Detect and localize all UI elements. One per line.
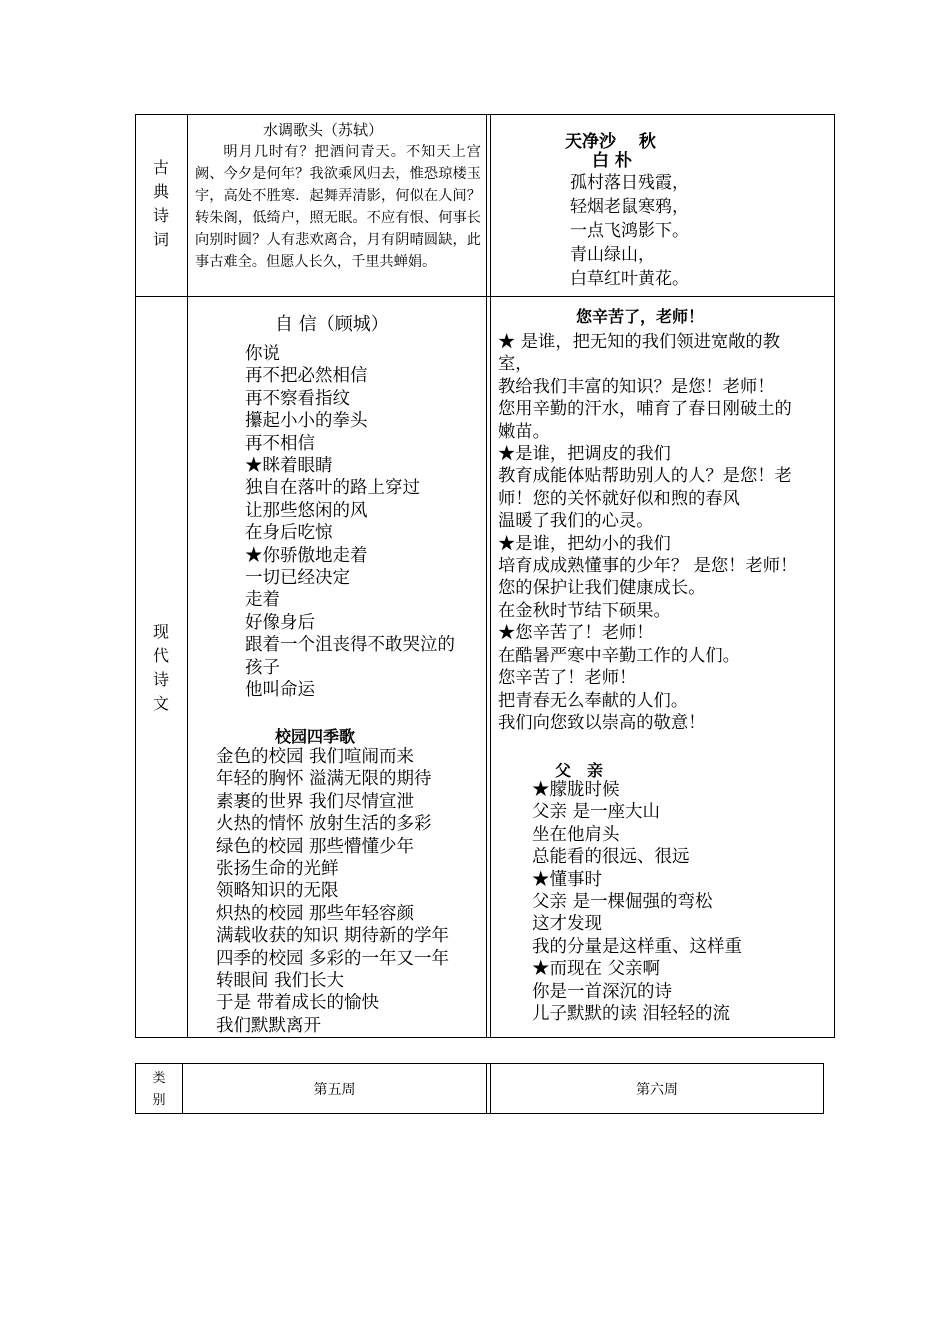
category-classical-poetry: 古 典 诗 词 xyxy=(152,158,169,249)
list-item: 火热的情怀 放射生活的多彩 xyxy=(216,814,432,835)
list-item: 好像身后 xyxy=(245,612,315,633)
list-item: 金色的校园 我们喧闹而来 xyxy=(216,747,415,767)
list-item: ★ 是谁，把无知的我们领进宽敞的教 xyxy=(498,332,780,352)
list-item: 把青春无么奉献的人们。 xyxy=(498,690,689,711)
poem-title-nin-xinku-le: 您辛苦了，老师！ xyxy=(576,307,705,326)
poem-lines-xiaoyuan-siji xyxy=(216,746,449,1037)
list-item: 绿色的校园 那些懵懂少年 xyxy=(216,836,415,857)
poem-title-xiaoyuan-siji: 校园四季歌 xyxy=(275,727,356,746)
poem-title-zixin: 自 信（顾城） xyxy=(275,314,389,335)
list-item: 他叫命运 xyxy=(245,680,315,701)
list-item: 走着 xyxy=(245,590,280,611)
poem-lines-zixin xyxy=(245,343,455,702)
poem-title-tianjingsha: 天净沙 秋 xyxy=(565,132,656,152)
list-item: ★眯着眼睛 xyxy=(245,456,333,477)
poem-lines-nin-xinku-le xyxy=(498,331,797,734)
list-item: 让那些悠闲的风 xyxy=(245,500,368,521)
list-item: 白草红叶黄花。 xyxy=(570,269,689,289)
list-item: ★你骄傲地走着 xyxy=(245,545,368,566)
list-item: 我们向您致以崇高的敬意！ xyxy=(498,712,706,733)
list-item: 领略知识的无限 xyxy=(216,881,339,902)
list-item: 素裹的世界 我们尽情宣泄 xyxy=(216,791,415,812)
list-item: 你说 xyxy=(245,344,280,364)
list-item: 培育成成熟懂事的少年？ 是您！老师！ xyxy=(498,556,798,577)
list-item: 张扬生命的光鲜 xyxy=(216,859,339,880)
list-item: 在酷暑严寒中辛勤工作的人们。 xyxy=(498,645,740,666)
list-item: 儿子默默的读 泪轻轻的流 xyxy=(532,1004,731,1025)
poem-author-baipu: 白 朴 xyxy=(592,151,632,171)
list-item: 这才发现 xyxy=(532,914,602,935)
list-item: 再不察看指纹 xyxy=(245,388,350,409)
list-item: 在金秋时节结下硕果。 xyxy=(498,600,671,621)
list-item: 于是 带着成长的愉快 xyxy=(216,993,380,1014)
list-item: 满载收获的知识 期待新的学年 xyxy=(216,926,450,947)
list-item: ★是谁，把调皮的我们 xyxy=(498,444,671,465)
list-item: ★懂事时 xyxy=(532,869,602,890)
list-item: 再不相信 xyxy=(245,433,315,454)
list-item: ★是谁，把幼小的我们 xyxy=(498,533,671,554)
list-item: 独自在落叶的路上穿过 xyxy=(245,478,420,499)
list-item: 青山绿山， xyxy=(570,245,655,265)
list-item: 父亲 是一座大山 xyxy=(532,802,661,823)
poem-lines-fuqin xyxy=(532,779,742,1025)
list-item: 室， xyxy=(498,354,533,375)
category-modern-poetry: 现 代 诗 文 xyxy=(152,622,169,713)
list-item: 一切已经决定 xyxy=(245,568,350,589)
list-item: 教给我们丰富的知识？是您！老师！ xyxy=(498,376,775,397)
poem-title-fuqin: 父 亲 xyxy=(555,761,604,780)
list-item: 四季的校园 多彩的一年又一年 xyxy=(216,948,450,969)
week-6-header: 第六周 xyxy=(636,1082,678,1098)
list-item: 孩子 xyxy=(245,657,280,678)
list-item: ★朦胧时候 xyxy=(532,780,620,800)
list-item: 坐在他肩头 xyxy=(532,824,620,845)
list-item: 年轻的胸怀 溢满无限的期待 xyxy=(216,769,432,790)
list-item: 我的分量是这样重、这样重 xyxy=(532,936,742,957)
category-label: 类 别 xyxy=(152,1071,166,1108)
poem-lines-tianjingsha xyxy=(570,171,689,291)
list-item: 师！您的关怀就好似和煦的春风 xyxy=(498,488,740,509)
list-item: 温暖了我们的心灵。 xyxy=(498,511,654,532)
list-item: 在身后吃惊 xyxy=(245,523,333,544)
list-item: ★您辛苦了！老师！ xyxy=(498,623,654,644)
list-item: 再不把必然相信 xyxy=(245,366,368,387)
list-item: 轻烟老鼠寒鸦， xyxy=(570,197,689,217)
list-item: 嫩苗。 xyxy=(498,421,550,442)
list-item: 孤村落日残霞， xyxy=(570,173,689,193)
poem-text-shuidiao-getou: 明月几时有？把酒问青天。不知天上宫阙、今夕是何年？我欲乘风归去，惟恐琼楼玉宇，高处不胜寒．起舞弄清影，何似在人间？转朱阁，低绮户，照无眠。不应有恨、何事长向别时圆？人有悲欢离合，月有阴晴圆缺，此事古难全。但愿人长久，千里共蝉娟。 xyxy=(195,144,481,270)
list-item: 教育成能体贴帮助别人的人？是您！老 xyxy=(498,466,792,487)
list-item: 攥起小小的拳头 xyxy=(245,411,368,432)
list-item: 您辛苦了！老师！ xyxy=(498,668,637,689)
list-item: 您用辛勤的汗水，哺育了春日刚破土的 xyxy=(498,399,792,420)
list-item: 您的保护让我们健康成长。 xyxy=(498,578,706,599)
list-item: 转眼间 我们长大 xyxy=(216,971,345,992)
list-item: ★而现在 父亲啊 xyxy=(532,959,661,980)
list-item: 你是一首深沉的诗 xyxy=(532,981,672,1002)
list-item: 跟着一个沮丧得不敢哭泣的 xyxy=(245,635,455,656)
list-item: 一点飞鸿影下。 xyxy=(570,221,689,241)
poem-title-shuidiao-getou: 水调歌头（苏轼） xyxy=(263,121,384,139)
list-item: 炽热的校园 那些年轻容颜 xyxy=(216,903,415,924)
week-5-header: 第五周 xyxy=(313,1082,356,1098)
list-item: 总能看的很远、很远 xyxy=(532,847,690,868)
list-item: 我们默默离开 xyxy=(216,1015,321,1036)
list-item: 父亲 是一棵倔强的弯松 xyxy=(532,892,713,913)
